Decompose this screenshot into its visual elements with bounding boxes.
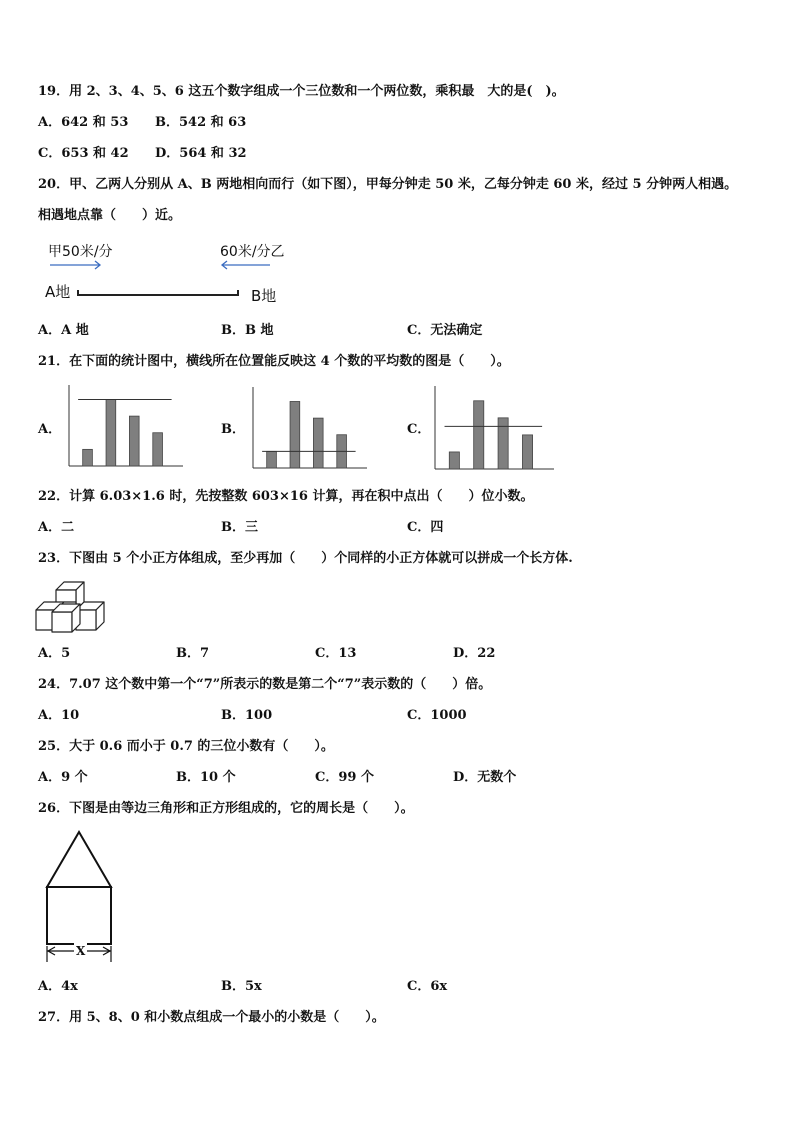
q19-option-c[interactable]: C．653 和 42 <box>38 146 129 161</box>
q25-option-d[interactable]: D．无数个 <box>453 770 517 785</box>
q20-option-b[interactable]: B．B 地 <box>221 323 274 338</box>
question-23: 23．下图由 5 个小正方体组成，至少再加（ ）个同样的小正方体就可以拼成一个长方体. <box>38 551 573 566</box>
q23-option-d[interactable]: D．22 <box>453 646 496 661</box>
q26-option-a[interactable]: A．4x <box>38 979 78 994</box>
equilateral-triangle <box>47 832 111 887</box>
q21-option-b[interactable]: B． <box>221 422 245 437</box>
q23-option-c[interactable]: C．13 <box>315 646 357 661</box>
q26-option-b[interactable]: B．5x <box>221 979 262 994</box>
question-20: 20．甲、乙两人分别从 A、B 两地相向而行（如下图），甲每分钟走 50 米，乙每分钟走 60 米，经过 5 分钟两人相遇。 <box>38 177 738 192</box>
question-27: 27．用 5、8、0 和小数点组成一个最小的小数是（ ）。 <box>38 1010 385 1025</box>
q20-left-label: 甲50米/分 <box>48 244 113 260</box>
point-a-label: A地 <box>45 283 71 301</box>
q26-option-c[interactable]: C．6x <box>407 979 448 994</box>
q21-option-a[interactable]: A． <box>38 422 62 437</box>
q23-option-b[interactable]: B．7 <box>176 646 210 661</box>
question-19: 19．用 2、3、4、5、6 这五个数字组成一个三位数和一个两位数，乘积最 大的是( )。 <box>38 84 565 99</box>
side-length-label: X <box>76 944 86 958</box>
q20-option-a[interactable]: A．A 地 <box>38 323 89 338</box>
q22-option-c[interactable]: C．四 <box>407 520 444 535</box>
q25-option-a[interactable]: A．9 个 <box>38 770 88 785</box>
q23-option-a[interactable]: A．5 <box>38 646 71 661</box>
q19-option-d[interactable]: D．564 和 32 <box>155 146 247 161</box>
q24-option-a[interactable]: A．10 <box>38 708 80 723</box>
q20-right-label: 60米/分乙 <box>220 244 285 260</box>
q21-option-c[interactable]: C． <box>407 422 431 437</box>
question-26: 26．下图是由等边三角形和正方形组成的，它的周长是（ ）。 <box>38 801 414 816</box>
question-21: 21．在下面的统计图中，横线所在位置能反映这 4 个数的平均数的图是（ ）。 <box>38 354 510 369</box>
question-20-line2: 相遇地点靠（ ）近。 <box>38 208 182 223</box>
q25-option-b[interactable]: B．10 个 <box>176 770 236 785</box>
square <box>47 887 111 944</box>
q24-option-c[interactable]: C．1000 <box>407 708 467 723</box>
q19-option-b[interactable]: B．542 和 63 <box>155 115 247 130</box>
point-b-label: B地 <box>251 287 277 305</box>
question-24: 24．7.07 这个数中第一个“7”所表示的数是第二个“7”表示数的（ ）倍。 <box>38 677 492 692</box>
q25-option-c[interactable]: C．99 个 <box>315 770 374 785</box>
q22-option-a[interactable]: A．二 <box>38 520 75 535</box>
question-25: 25．大于 0.6 而小于 0.7 的三位小数有（ ）。 <box>38 739 334 754</box>
q20-option-c[interactable]: C．无法确定 <box>407 323 483 338</box>
q24-option-b[interactable]: B．100 <box>221 708 273 723</box>
q19-option-a[interactable]: A．642 和 53 <box>38 115 129 130</box>
q22-option-b[interactable]: B．三 <box>221 520 258 535</box>
question-22: 22．计算 6.03×1.6 时，先按整数 603×16 计算，再在积中点出（ ）位小数。 <box>38 489 534 504</box>
